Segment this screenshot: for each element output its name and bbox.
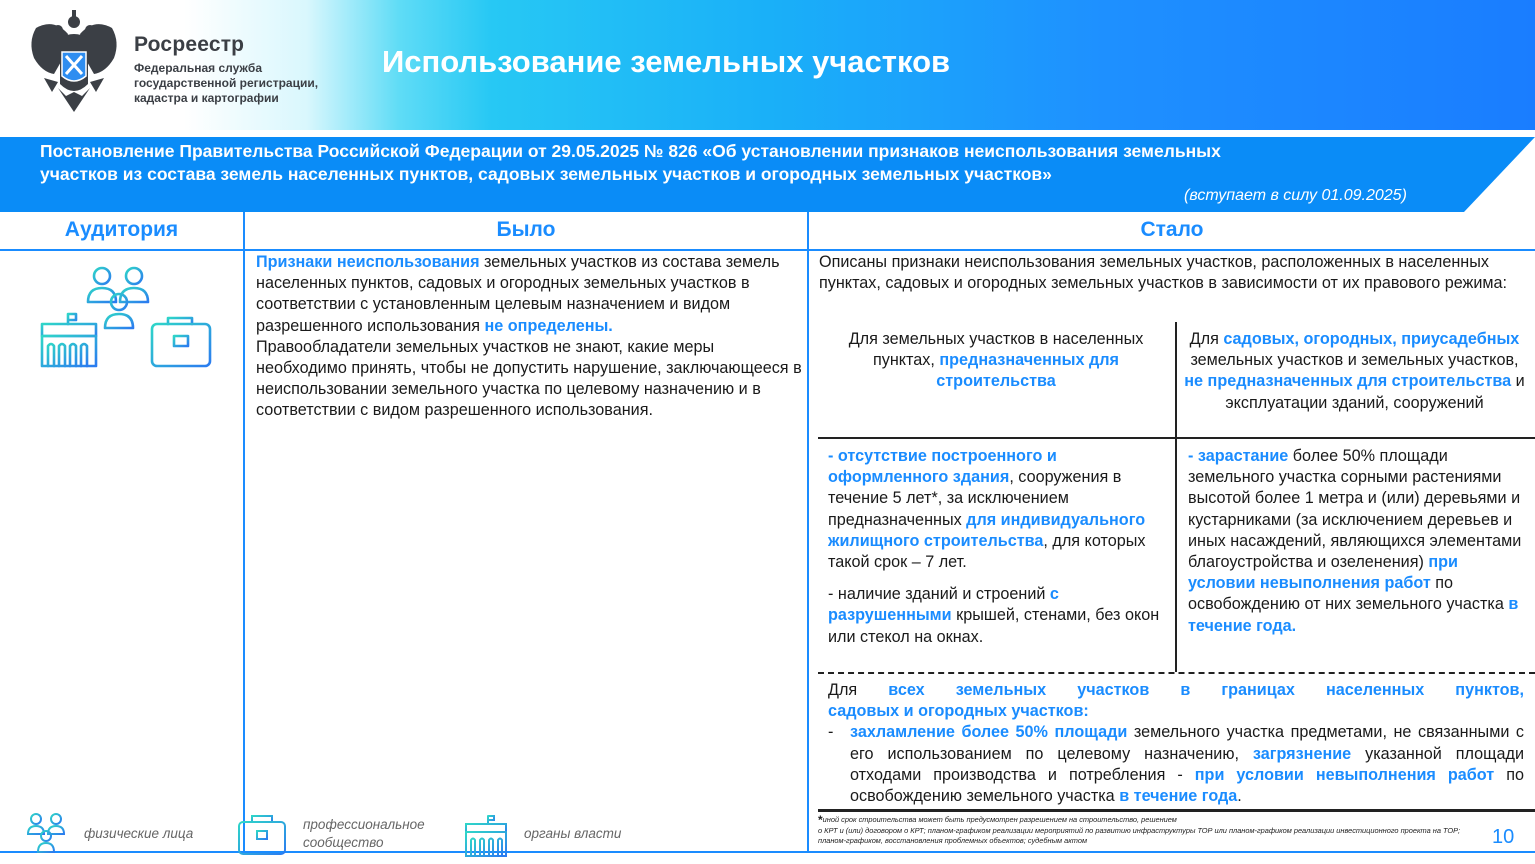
highlight: в течение года. bbox=[1188, 595, 1519, 635]
column-header-after: Стало bbox=[1140, 218, 1204, 241]
highlight: не предназначенных для строительства bbox=[1184, 372, 1512, 391]
criteria-garden bbox=[1188, 446, 1523, 637]
highlight: - отсутствие построенного и оформленного здания bbox=[828, 447, 1057, 487]
brand-subtitle-line: кадастра и картографии bbox=[134, 91, 279, 105]
legend-professional bbox=[303, 816, 425, 852]
text: более 50% площади земельного участка сорными растениями высотой более 1 метра и (или) деревьями и кустарниками (за исключением деревьев и иных насаждений, являющихся элементами благоустройства и озеленения) bbox=[1188, 447, 1522, 572]
table-bottom-rule bbox=[0, 851, 1535, 853]
government-building-icon bbox=[464, 812, 508, 858]
all-plots-lead bbox=[828, 680, 1524, 701]
criterion bbox=[828, 446, 1168, 573]
highlight: при условии невыполнения работ bbox=[1188, 553, 1458, 593]
before-description bbox=[256, 252, 804, 422]
after-intro: Описаны признаки неиспользования земельных участков, расположенных в населенных пунктах, садовых и огородных земельных участков в зависимости от их правового режима: bbox=[819, 253, 1508, 293]
footnote-line: иной срок строительства может быть предусмотрен разрешением на строительство, решением bbox=[822, 815, 1177, 824]
footnote-line: планом-графиком, восстановления проблемных объектов; судебным актом bbox=[818, 836, 1088, 845]
column-divider-audience bbox=[243, 212, 245, 852]
text: земельных участков и земельных участков, bbox=[1190, 351, 1519, 370]
text: . bbox=[1237, 787, 1242, 806]
highlight: садовых и огородных участков: bbox=[828, 702, 1089, 721]
people-icon bbox=[88, 268, 148, 328]
decree-title-line: Постановление Правительства Российской Федерации от 29.05.2025 № 826 «Об установлении признаков неиспользования земельных bbox=[40, 141, 1221, 161]
criterion bbox=[828, 584, 1168, 648]
text: по освобождению земельного участка bbox=[850, 765, 1524, 806]
legend-authorities: органы власти bbox=[524, 826, 622, 841]
list-dash: - bbox=[828, 723, 834, 742]
text: и эксплуатации зданий, сооружений bbox=[1225, 372, 1525, 412]
highlight: - зарастание bbox=[1188, 447, 1289, 465]
text: , сооружения в течение 5 лет*, за исключением предназначенных bbox=[828, 468, 1122, 529]
criteria-construction bbox=[828, 446, 1168, 648]
highlight: для индивидуального жилищного строительства bbox=[828, 510, 1146, 550]
audience-icons bbox=[38, 262, 218, 372]
legend-professional-line: профессиональное bbox=[303, 817, 425, 832]
criteria-all-plots bbox=[828, 680, 1524, 807]
effective-date: (вступает в силу 01.09.2025) bbox=[1184, 187, 1407, 204]
government-building-icon bbox=[42, 314, 96, 366]
brand-subtitle-line: государственной регистрации, bbox=[134, 76, 319, 90]
brand-subtitle bbox=[134, 61, 318, 106]
rosreestr-eagle-emblem-icon bbox=[24, 8, 124, 116]
subcolumn-header-construction bbox=[820, 329, 1172, 393]
legend-individuals: физические лица bbox=[84, 826, 194, 841]
brand-block bbox=[134, 33, 318, 106]
highlight: садовых, огородных, приусадебных bbox=[1223, 330, 1520, 348]
highlight: в течение года bbox=[1119, 787, 1238, 806]
brand-name: Росреестр bbox=[134, 33, 245, 56]
highlight: с разрушенными bbox=[828, 585, 1059, 625]
decree-title bbox=[40, 140, 1380, 186]
text: Правообладатели земельных участков не знают, какие меры необходимо принять, чтобы не допустить нарушение, заключающееся в неиспользовании земельного участка по целевому назначению и в соответствии с видом разрешенного использования. bbox=[256, 337, 802, 420]
text: , для которых такой срок – 7 лет. bbox=[828, 531, 1146, 572]
page-number: 10 bbox=[1492, 826, 1515, 848]
highlight: Признаки неиспользования bbox=[256, 253, 480, 271]
briefcase-icon bbox=[152, 318, 210, 366]
table-header-bottom-rule bbox=[0, 249, 1535, 251]
all-plots-item bbox=[828, 722, 1524, 807]
subcolumn-header-garden bbox=[1182, 329, 1527, 414]
subcolumn-divider bbox=[1175, 322, 1177, 672]
highlight: при условии невыполнения работ bbox=[1194, 765, 1495, 784]
column-header-audience: Аудитория bbox=[64, 218, 179, 241]
highlight: не определены. bbox=[484, 316, 613, 335]
dashed-separator bbox=[818, 672, 1535, 674]
text: крышей, стенами, без окон или стекол на окнах. bbox=[828, 606, 1160, 646]
page-title: Использование земельных участков bbox=[382, 44, 951, 79]
highlight: всех земельных участков в границах населенных пунктов, bbox=[888, 681, 1525, 699]
legend-professional-line: сообщество bbox=[303, 835, 384, 850]
text: земельных участков из состава земель населенных пунктов, садовых и огородных земельных участков в соответствии с установленным целевым назначением и видом разрешенного использования bbox=[256, 253, 780, 335]
text: указанной площади отходами производства и потребления - bbox=[850, 744, 1524, 784]
decree-title-line: участков из состава земель населенных пунктов, садовых земельных участков и огородных земельных участков» bbox=[40, 164, 1052, 184]
people-icon bbox=[26, 812, 70, 856]
text: Для земельных участков в населенных пунктах, bbox=[848, 330, 1144, 370]
footnote-star: * bbox=[818, 813, 823, 827]
footnote-line: о КРТ и (или) договором о КРТ; планом-графиком реализации мероприятий по развитию инфраструктуры ТОР или планом-графиком реализации инвестиционного проекта на ТОР; bbox=[818, 825, 1461, 835]
text: по освобождению от них земельного участка bbox=[1188, 574, 1509, 614]
text bbox=[850, 722, 1524, 807]
text: Для bbox=[828, 681, 889, 699]
highlight: предназначенных для строительства bbox=[936, 351, 1120, 391]
footnote bbox=[818, 815, 1498, 847]
column-divider-before bbox=[807, 212, 809, 852]
text: Для bbox=[1189, 330, 1224, 348]
highlight: захламление более 50% площади bbox=[850, 723, 1128, 742]
footnote-rule bbox=[818, 809, 1535, 812]
text: - наличие зданий и строений bbox=[828, 585, 1050, 604]
text: земельного участка предметами, не связанными с его использованием по целевому назначению, bbox=[850, 723, 1524, 763]
briefcase-icon bbox=[236, 812, 288, 856]
subheader-rule bbox=[818, 437, 1535, 439]
brand-subtitle-line: Федеральная служба bbox=[134, 61, 263, 75]
column-header-before: Было bbox=[496, 218, 556, 241]
highlight: загрязнение bbox=[1252, 744, 1352, 763]
